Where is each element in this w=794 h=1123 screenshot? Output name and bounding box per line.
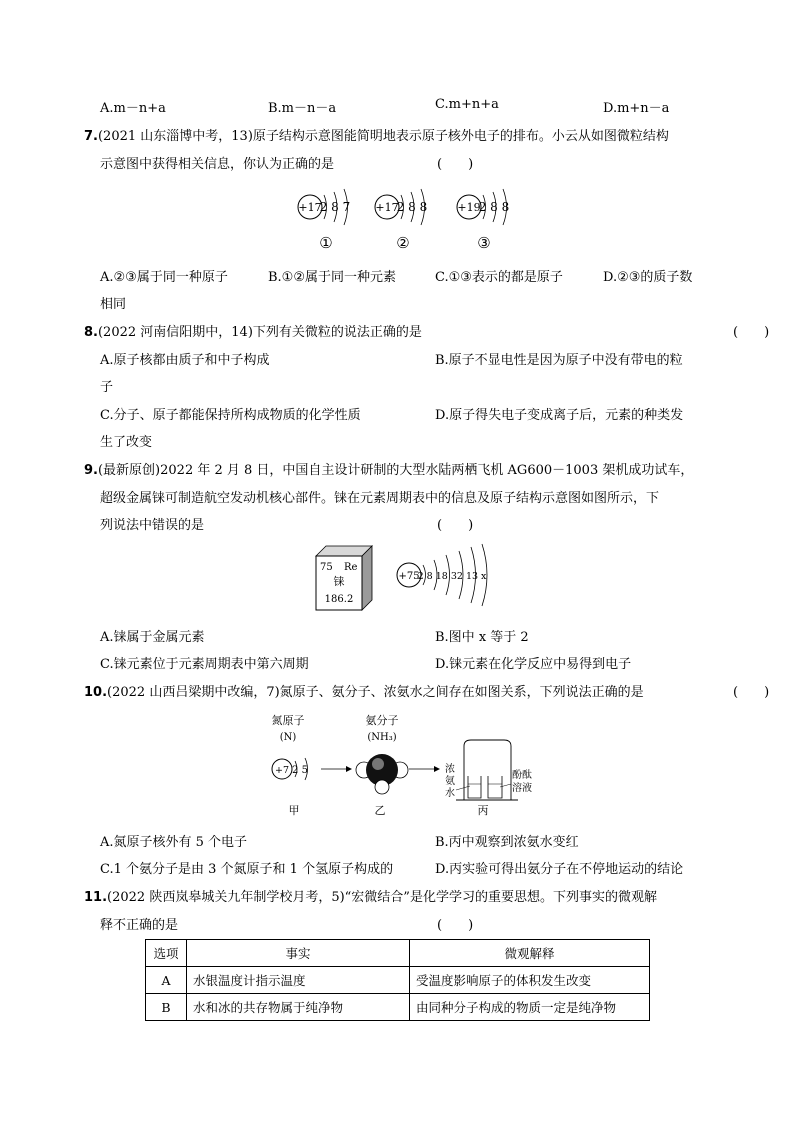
table-cell: A — [146, 967, 187, 994]
q7-option-a: A.②③属于同一种原子 — [100, 270, 228, 285]
q10-option-a: A.氮原子核外有 5 个电子 — [100, 835, 248, 850]
q8-option-c: C.分子、原子都能保持所构成物质的化学性质 — [100, 408, 361, 423]
q9-text-1: (最新原创)2022 年 2 月 8 日，中国自主设计研制的大型水陆两栖飞机 AG600－1003 架机成功试车， — [97, 463, 694, 478]
nucleus-1: +17 — [298, 201, 322, 214]
arrow-2 — [409, 766, 440, 772]
label-jia: 甲 — [288, 804, 300, 817]
q10-option-c: C.1 个氨分子是由 3 个氮原子和 1 个氢原子构成的 — [100, 862, 394, 877]
element-name: 铼 — [333, 575, 345, 588]
q7-stem-line1 — [84, 125, 669, 144]
q11-text-1: (2022 陕西岚皋城关九年制学校月考，5)“宏微结合”是化学学习的重要思想。下列事实的微观解 — [107, 890, 657, 905]
q10-stem-line1 — [84, 681, 644, 700]
beaker-left-label-1: 浓 — [445, 764, 455, 775]
q10-option-b: B.丙中观察到浓氨水变红 — [435, 835, 579, 850]
nucleus-3: +19 — [457, 201, 481, 214]
ammonia-molecule — [356, 713, 408, 817]
periodic-table-cell — [316, 546, 372, 610]
table-cell: 水银温度计指示温度 — [187, 967, 410, 994]
label-bing: 丙 — [477, 804, 489, 817]
q8-number: 8. — [84, 325, 98, 340]
q8-answer-paren: ( ) — [733, 325, 770, 340]
q9-option-a: A.铼属于金属元素 — [100, 630, 205, 645]
q9-option-c: C.铼元素位于元素周期表中第六周期 — [100, 657, 309, 672]
nitrogen-atom — [272, 713, 308, 817]
label-2: ② — [396, 234, 410, 252]
q7-number: 7. — [84, 129, 98, 144]
q6-option-b: B.m－n－a — [268, 101, 337, 116]
element-symbol: Re — [344, 562, 358, 573]
q10-option-d: D.丙实验可得出氨分子在不停地运动的结论 — [435, 862, 684, 877]
table-header: 选项 — [146, 940, 187, 967]
nucleus-2: +17 — [375, 201, 399, 214]
table-cell: 由同种分子构成的物质一定是纯净物 — [410, 994, 650, 1021]
re-atom-diagram — [397, 544, 487, 606]
q9-stem-line3: 列说法中错误的是 — [100, 518, 205, 533]
nh3-formula: (NH₃) — [367, 732, 397, 743]
q10-figure — [268, 710, 548, 818]
n-shells: 2 5 — [292, 765, 308, 776]
beaker-right-label-2: 溶液 — [512, 783, 532, 794]
q7-figure — [290, 182, 520, 254]
q9-option-b: B.图中 x 等于 2 — [435, 630, 529, 645]
q11-stem-line2: 释不正确的是 — [100, 918, 179, 933]
q7-answer-paren: ( ) — [437, 157, 474, 172]
q11-table — [145, 939, 650, 1021]
atom-diagram-3 — [457, 189, 509, 252]
table-row — [146, 994, 650, 1021]
q7-stem-line2: 示意图中获得相关信息，你认为正确的是 — [100, 157, 335, 172]
q11-number: 11. — [84, 890, 108, 905]
q10-number: 10. — [84, 685, 108, 700]
q11-stem-line1 — [84, 886, 657, 905]
q8-text-1: (2022 河南信阳期中，14)下列有关微粒的说法正确的是 — [97, 325, 422, 340]
re-shells: 2 8 18 32 13 x — [417, 571, 487, 582]
n-formula: (N) — [279, 732, 297, 743]
beaker-left-label-2: 氨 — [445, 776, 455, 787]
q7-option-d: D.②③的质子数 — [603, 270, 693, 285]
beaker-experiment — [445, 740, 532, 817]
table-header-row — [146, 940, 650, 967]
label-3: ③ — [477, 234, 491, 252]
q7-option-d-cont: 相同 — [100, 297, 127, 312]
shells-1: 2 8 7 — [319, 200, 351, 214]
beaker-right-label-1: 酚酞 — [512, 770, 532, 781]
q7-text-1: (2021 山东淄博中考，13)原子结构示意图能简明地表示原子核外电子的排布。小云从如图微粒结构 — [97, 129, 669, 144]
shells-2: 2 8 8 — [396, 200, 428, 214]
table-cell: 水和冰的共存物属于纯净物 — [187, 994, 410, 1021]
label-yi: 乙 — [374, 804, 386, 817]
q8-option-b-cont: 子 — [100, 380, 114, 395]
table-header: 微观解释 — [410, 940, 650, 967]
beaker-left-label-3: 水 — [445, 788, 455, 799]
q9-answer-paren: ( ) — [437, 518, 474, 533]
atom-diagram-2 — [375, 189, 427, 252]
q8-option-b: B.原子不显电性是因为原子中没有带电的粒 — [435, 353, 683, 368]
q9-stem-line2: 超级金属铼可制造航空发动机核心部件。铼在元素周期表中的信息及原子结构示意图如图所示，下 — [100, 491, 660, 506]
n-title: 氮原子 — [271, 714, 305, 727]
nh3-title: 氨分子 — [365, 714, 399, 727]
q9-figure — [312, 542, 492, 614]
re-nucleus: +75 — [398, 571, 420, 582]
q8-stem-line1 — [84, 321, 422, 340]
label-1: ① — [319, 234, 333, 252]
atom-diagram-1 — [298, 189, 350, 252]
atomic-number: 75 — [320, 562, 333, 573]
q9-stem-line1 — [84, 459, 693, 478]
table-cell: B — [146, 994, 187, 1021]
q11-answer-paren: ( ) — [437, 918, 474, 933]
arrow-1 — [321, 766, 352, 772]
q6-option-a: A.m－n+a — [100, 101, 166, 116]
q10-answer-paren: ( ) — [733, 685, 770, 700]
table-cell: 受温度影响原子的体积发生改变 — [410, 967, 650, 994]
q8-option-d: D.原子得失电子变成离子后，元素的种类发 — [435, 408, 684, 423]
atomic-mass: 186.2 — [324, 594, 354, 605]
q7-option-c: C.①③表示的都是原子 — [435, 270, 563, 285]
q7-option-b: B.①②属于同一种元素 — [268, 270, 396, 285]
table-row — [146, 967, 650, 994]
q10-text-1: (2022 山西吕梁期中改编，7)氮原子、氨分子、浓氨水之间存在如图关系，下列说法正确的是 — [107, 685, 644, 700]
shells-3: 2 8 8 — [478, 200, 510, 214]
q9-number: 9. — [84, 463, 98, 478]
q6-option-c: C.m+n+a — [435, 97, 499, 112]
q6-option-d: D.m+n－a — [603, 101, 670, 116]
table-header: 事实 — [187, 940, 410, 967]
q8-option-a: A.原子核都由质子和中子构成 — [100, 353, 270, 368]
q8-option-d-cont: 生了改变 — [100, 435, 153, 450]
n-nucleus: +7 — [274, 765, 290, 776]
q9-option-d: D.铼元素在化学反应中易得到电子 — [435, 657, 632, 672]
